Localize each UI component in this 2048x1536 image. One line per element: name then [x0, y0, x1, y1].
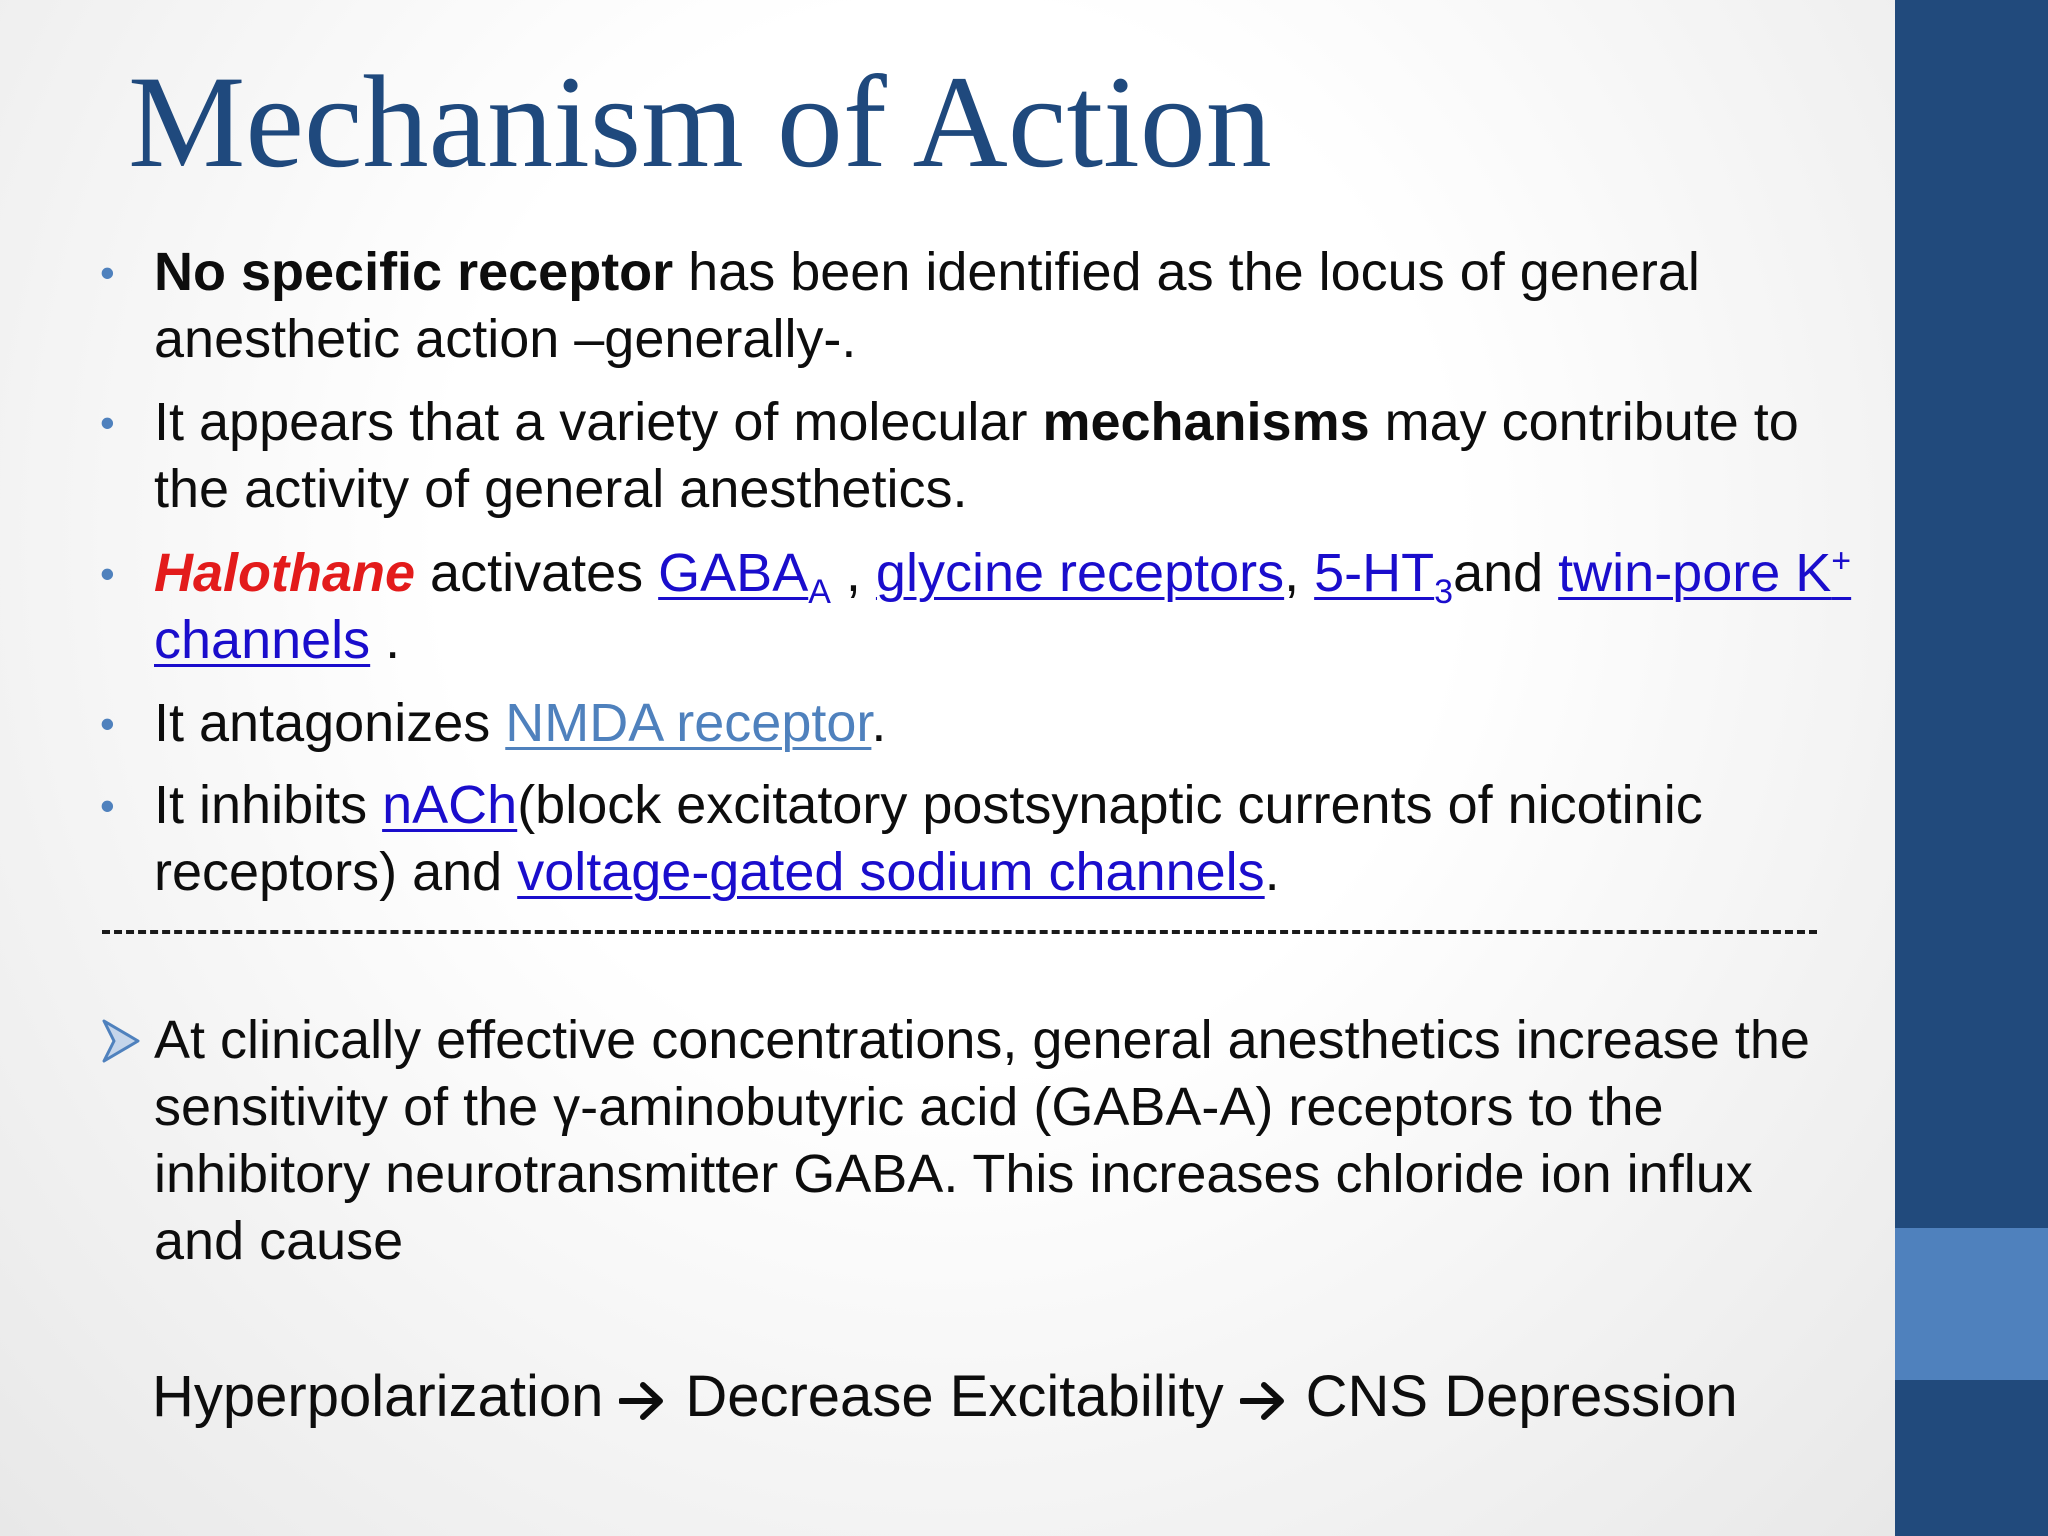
bullet-dot-icon: •	[100, 249, 115, 296]
dashed-divider	[102, 930, 1817, 934]
summary-step-cns-depression: CNS Depression	[1305, 1364, 1738, 1429]
arrowhead-bullet-icon	[102, 1007, 144, 1074]
summary-chain	[152, 1362, 1738, 1432]
bullet-text: activates	[415, 543, 659, 603]
bullet-text: .	[370, 610, 401, 670]
right-arrow-icon	[619, 1381, 665, 1421]
bullet-text: It inhibits	[154, 775, 383, 835]
link-gaba-a[interactable]: $GABA_A$	[658, 543, 831, 611]
bullet-text: .	[1264, 842, 1280, 902]
bullet-text: has been identified as the locus of general anesthetic action –generally-.	[154, 242, 1700, 369]
slide-title: Mechanism of Action	[128, 48, 1272, 195]
bullet-dot-icon: •	[100, 700, 115, 747]
bullet-text: may contribute to the activity of general anesthetics.	[154, 392, 1799, 519]
separator-text: ,	[1284, 543, 1315, 603]
gaba-mechanism-paragraph	[154, 1007, 1854, 1275]
bullet-no-specific-receptor	[100, 239, 1854, 373]
link-glycine-receptors[interactable]: glycine receptors	[875, 543, 1285, 603]
bullet-text: and	[1453, 543, 1559, 603]
bullet-text: (block excitatory postsynaptic currents of nicotinic receptors) and	[154, 775, 1703, 902]
link-5-ht3[interactable]: $5-HT_3$	[1314, 543, 1454, 611]
drug-name-halothane: Halothane	[154, 543, 416, 603]
link-nach[interactable]: nACh	[382, 775, 518, 835]
bullet-dot-icon: •	[100, 550, 115, 597]
link-voltage-gated-sodium-channels[interactable]: voltage-gated sodium channels	[517, 842, 1265, 902]
bold-phrase: mechanisms	[1042, 392, 1370, 452]
bullet-antagonizes-nmda	[100, 690, 1854, 757]
bullet-halothane-activates	[100, 540, 1854, 674]
bullet-inhibits-nach	[100, 772, 1854, 906]
bullet-text: It antagonizes	[154, 693, 506, 753]
bold-phrase: No specific receptor	[154, 242, 674, 302]
side-accent-block	[1895, 1228, 2048, 1380]
link-nmda-receptor[interactable]: NMDA receptor	[505, 693, 872, 753]
separator-text: ,	[830, 543, 876, 603]
bullet-molecular-mechanisms	[100, 389, 1854, 523]
bullet-text: .	[871, 693, 887, 753]
link-twin-pore-k-channels[interactable]: twin-pore K+ channels	[154, 542, 1852, 670]
bullet-dot-icon: •	[100, 782, 115, 829]
summary-step-hyperpolarization: Hyperpolarization	[152, 1364, 604, 1429]
bullet-text: It appears that a variety of molecular	[154, 392, 1043, 452]
paragraph-text: At clinically effective concentrations, general anesthetics increase the sensitivity of the γ-aminobutyric acid (GABA-A) receptors to the inhibitory neurotransmitter GABA. This increases chloride ion influx and cause	[154, 1010, 1810, 1271]
summary-step-decrease-excitability: Decrease Excitability	[685, 1364, 1224, 1429]
right-arrow-icon	[1240, 1381, 1286, 1421]
bullet-dot-icon: •	[100, 399, 115, 446]
